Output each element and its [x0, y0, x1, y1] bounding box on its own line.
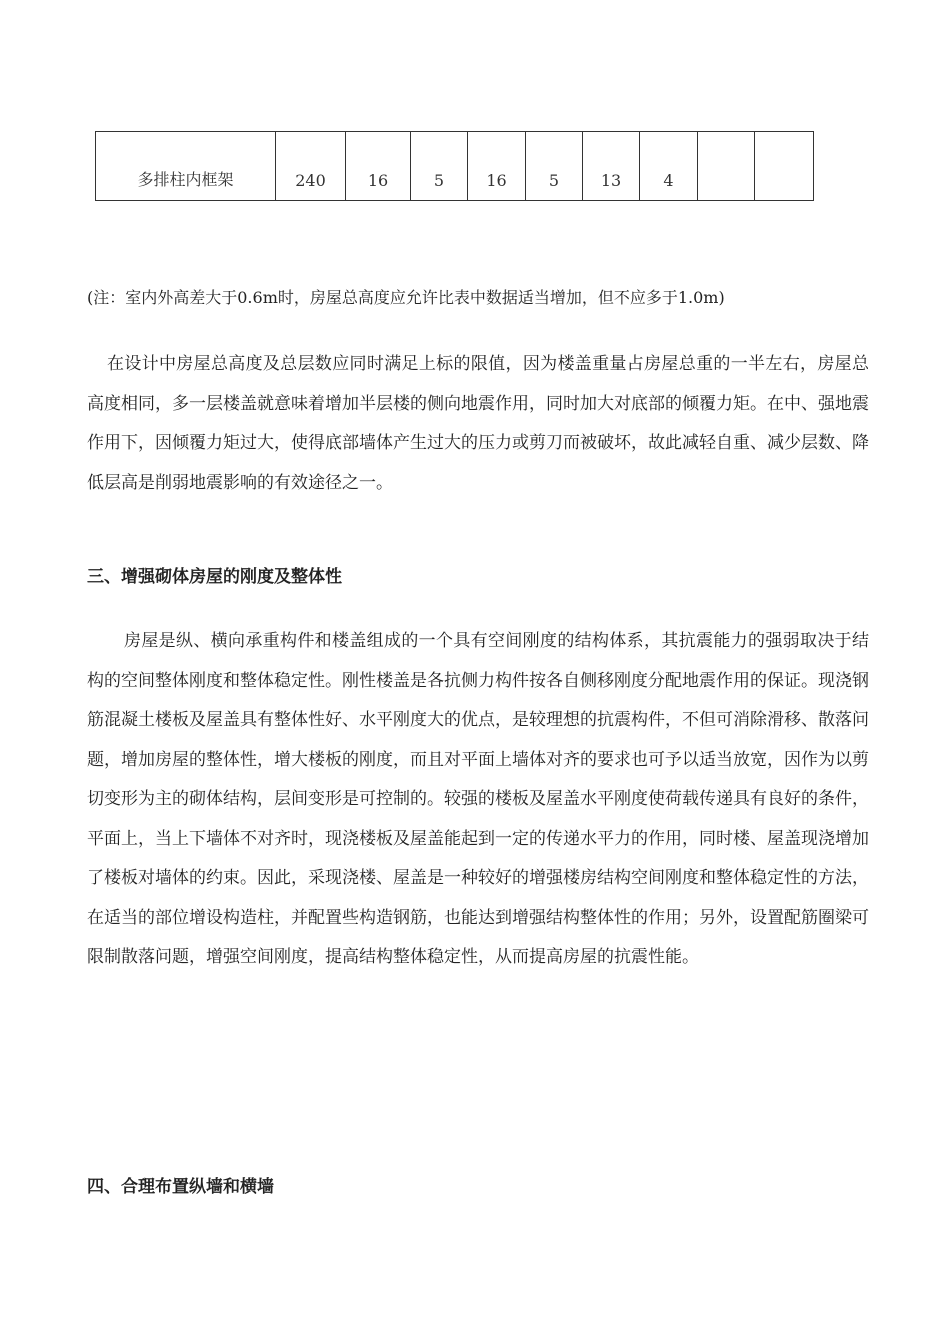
- data-table: [95, 131, 814, 201]
- body-paragraph: 在设计中房屋总高度及总层数应同时满足上标的限值，因为楼盖重量占房屋总重的一半左右，房屋总高度相同，多一层楼盖就意味着增加半层楼的侧向地震作用，同时加大对底部的倾覆力矩。在中、强地震作用下，因倾覆力矩过大，使得底部墙体产生过大的压力或剪刀而被破坏，故此减轻自重、减少层数、降低层高是削弱地震影响的有效途径之一。: [87, 354, 869, 493]
- table-cell: 16: [346, 132, 411, 201]
- section-heading: 四、合理布置纵墙和横墙: [87, 1177, 274, 1197]
- table-cell: 240: [276, 132, 346, 201]
- table-cell: 13: [583, 132, 640, 201]
- table-cell: 16: [468, 132, 526, 201]
- table-cell-label: 多排柱内框架: [96, 132, 276, 201]
- table-cell: 5: [411, 132, 468, 201]
- table-row: [96, 132, 814, 201]
- table-cell-empty: [698, 132, 755, 201]
- body-paragraph: 房屋是纵、横向承重构件和楼盖组成的一个具有空间刚度的结构体系，其抗震能力的强弱取决于结构的空间整体刚度和整体稳定性。刚性楼盖是各抗侧力构件按各自侧移刚度分配地震作用的保证。现浇钢筋混凝土楼板及屋盖具有整体性好、水平刚度大的优点，是较理想的抗震构件，不但可消除滑移、散落问题，增加房屋的整体性，增大楼板的刚度，而且对平面上墙体对齐的要求也可予以适当放宽，因作为以剪切变形为主的砌体结构，层间变形是可控制的。较强的楼板及屋盖水平刚度使荷载传递具有良好的条件，平面上，当上下墙体不对齐时，现浇楼板及屋盖能起到一定的传递水平力的作用，同时楼、屋盖现浇增加了楼板对墙体的约束。因此，采现浇楼、屋盖是一种较好的增强楼房结构空间刚度和整体稳定性的方法，在适当的部位增设构造柱，并配置些构造钢筋，也能达到增强结构整体性的作用；另外，设置配筋圈梁可限制散落问题，增强空间刚度，提高结构整体稳定性，从而提高房屋的抗震性能。: [87, 631, 869, 967]
- table-cell-empty: [755, 132, 814, 201]
- section-heading: 三、增强砌体房屋的刚度及整体性: [87, 567, 342, 587]
- table-note: (注：室内外高差大于0.6m时，房屋总高度应允许比表中数据适当增加，但不应多于1.0m): [87, 288, 725, 307]
- table-cell: 5: [526, 132, 583, 201]
- table-cell: 4: [640, 132, 698, 201]
